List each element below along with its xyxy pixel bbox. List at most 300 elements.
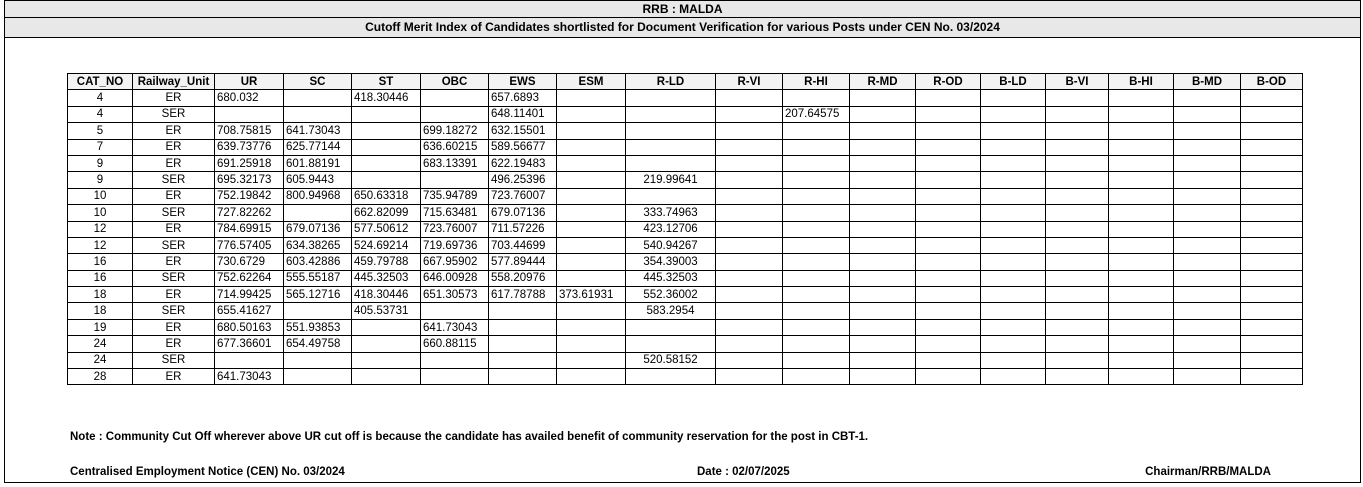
table-cell bbox=[1046, 123, 1109, 139]
table-row bbox=[68, 237, 1303, 253]
table-cell bbox=[716, 155, 783, 171]
table-cell: 418.30446 bbox=[352, 287, 421, 303]
table-cell bbox=[981, 205, 1046, 221]
table-cell: ER bbox=[133, 123, 215, 139]
table-cell bbox=[1109, 336, 1174, 352]
table-cell bbox=[557, 188, 626, 204]
column-header: Railway_Unit bbox=[133, 74, 215, 90]
table-row bbox=[68, 287, 1303, 303]
table-cell bbox=[1046, 270, 1109, 286]
table-cell bbox=[981, 319, 1046, 335]
table-cell bbox=[1241, 303, 1303, 319]
table-cell bbox=[716, 319, 783, 335]
table-cell bbox=[1174, 336, 1241, 352]
table-cell bbox=[557, 254, 626, 270]
column-header: B-VI bbox=[1046, 74, 1109, 90]
table-cell: 723.76007 bbox=[489, 188, 557, 204]
table-cell bbox=[1046, 237, 1109, 253]
table-row bbox=[68, 352, 1303, 368]
table-cell: 646.00928 bbox=[421, 270, 489, 286]
table-cell: SER bbox=[133, 106, 215, 122]
table-cell bbox=[1046, 221, 1109, 237]
table-cell: 695.32173 bbox=[215, 172, 284, 188]
table-cell bbox=[783, 188, 850, 204]
table-cell: 418.30446 bbox=[352, 90, 421, 106]
table-cell bbox=[716, 254, 783, 270]
table-cell: 703.44699 bbox=[489, 237, 557, 253]
table-cell bbox=[981, 155, 1046, 171]
table-cell: 654.49758 bbox=[284, 336, 352, 352]
table-cell bbox=[981, 254, 1046, 270]
table-cell bbox=[916, 254, 981, 270]
column-header: R-HI bbox=[783, 74, 850, 90]
table-cell: 641.73043 bbox=[284, 123, 352, 139]
table-cell: 617.78788 bbox=[489, 287, 557, 303]
column-header: R-OD bbox=[916, 74, 981, 90]
table-cell bbox=[1046, 254, 1109, 270]
table-cell bbox=[850, 369, 916, 385]
table-cell bbox=[1109, 287, 1174, 303]
table-cell: 677.36601 bbox=[215, 336, 284, 352]
table-cell bbox=[916, 172, 981, 188]
table-cell: SER bbox=[133, 352, 215, 368]
table-cell: 16 bbox=[68, 270, 133, 286]
table-cell: 711.57226 bbox=[489, 221, 557, 237]
table-cell: 589.56677 bbox=[489, 139, 557, 155]
table-cell bbox=[981, 188, 1046, 204]
table-cell bbox=[716, 303, 783, 319]
column-header: B-OD bbox=[1241, 74, 1303, 90]
table-cell bbox=[1241, 106, 1303, 122]
table-cell bbox=[1109, 254, 1174, 270]
table-cell bbox=[626, 90, 716, 106]
table-row bbox=[68, 188, 1303, 204]
table-cell: 655.41627 bbox=[215, 303, 284, 319]
table-cell bbox=[916, 319, 981, 335]
table-cell bbox=[489, 352, 557, 368]
table-cell: 524.69214 bbox=[352, 237, 421, 253]
table-cell bbox=[557, 336, 626, 352]
table-cell bbox=[916, 270, 981, 286]
table-cell bbox=[1109, 369, 1174, 385]
table-cell bbox=[489, 369, 557, 385]
table-cell bbox=[1046, 90, 1109, 106]
table-cell: 752.19842 bbox=[215, 188, 284, 204]
table-cell: 354.39003 bbox=[626, 254, 716, 270]
column-header: UR bbox=[215, 74, 284, 90]
table-cell: 565.12716 bbox=[284, 287, 352, 303]
table-cell: 28 bbox=[68, 369, 133, 385]
table-cell bbox=[352, 319, 421, 335]
table-cell: 683.13391 bbox=[421, 155, 489, 171]
table-cell: 735.94789 bbox=[421, 188, 489, 204]
table-cell bbox=[1174, 139, 1241, 155]
table-cell bbox=[783, 319, 850, 335]
table-cell: 667.95902 bbox=[421, 254, 489, 270]
table-cell bbox=[916, 90, 981, 106]
table-cell bbox=[1241, 369, 1303, 385]
table-cell bbox=[284, 303, 352, 319]
table-cell bbox=[716, 172, 783, 188]
table-cell bbox=[916, 139, 981, 155]
table-cell: 601.88191 bbox=[284, 155, 352, 171]
table-cell bbox=[557, 172, 626, 188]
column-header: R-LD bbox=[626, 74, 716, 90]
table-cell: 699.18272 bbox=[421, 123, 489, 139]
table-cell bbox=[626, 106, 716, 122]
table-cell bbox=[850, 106, 916, 122]
table-cell bbox=[1046, 106, 1109, 122]
table-cell bbox=[557, 123, 626, 139]
table-cell bbox=[1174, 106, 1241, 122]
table-row bbox=[68, 139, 1303, 155]
table-cell bbox=[1109, 205, 1174, 221]
table-header-row bbox=[68, 74, 1303, 90]
table-cell bbox=[850, 155, 916, 171]
table-cell: 727.82262 bbox=[215, 205, 284, 221]
table-cell bbox=[1109, 123, 1174, 139]
table-cell bbox=[716, 270, 783, 286]
table-cell bbox=[916, 155, 981, 171]
table-cell bbox=[1109, 319, 1174, 335]
table-cell: 12 bbox=[68, 221, 133, 237]
column-header: SC bbox=[284, 74, 352, 90]
table-cell: 662.82099 bbox=[352, 205, 421, 221]
table-cell bbox=[981, 123, 1046, 139]
table-cell: 680.50163 bbox=[215, 319, 284, 335]
column-header: ESM bbox=[557, 74, 626, 90]
column-header: B-LD bbox=[981, 74, 1046, 90]
table-cell: 723.76007 bbox=[421, 221, 489, 237]
table-cell: ER bbox=[133, 155, 215, 171]
table-cell: ER bbox=[133, 188, 215, 204]
table-cell bbox=[916, 352, 981, 368]
table-cell bbox=[352, 155, 421, 171]
table-cell bbox=[421, 106, 489, 122]
table-cell: ER bbox=[133, 287, 215, 303]
table-cell bbox=[1046, 139, 1109, 155]
table-cell: 423.12706 bbox=[626, 221, 716, 237]
table-cell bbox=[421, 303, 489, 319]
table-cell bbox=[916, 221, 981, 237]
column-header: B-MD bbox=[1174, 74, 1241, 90]
table-cell: 708.75815 bbox=[215, 123, 284, 139]
table-cell bbox=[215, 106, 284, 122]
table-cell bbox=[981, 352, 1046, 368]
table-cell bbox=[783, 254, 850, 270]
table-cell bbox=[1109, 352, 1174, 368]
table-cell bbox=[783, 205, 850, 221]
table-cell: 625.77144 bbox=[284, 139, 352, 155]
table-cell bbox=[1241, 336, 1303, 352]
table-row bbox=[68, 369, 1303, 385]
table-cell bbox=[981, 336, 1046, 352]
table-cell bbox=[626, 369, 716, 385]
table-cell bbox=[1174, 369, 1241, 385]
table-cell: 603.42886 bbox=[284, 254, 352, 270]
table-cell bbox=[1109, 155, 1174, 171]
table-cell bbox=[850, 237, 916, 253]
table-cell bbox=[352, 106, 421, 122]
table-cell bbox=[557, 352, 626, 368]
table-cell bbox=[284, 106, 352, 122]
table-cell bbox=[716, 90, 783, 106]
table-cell: 496.25396 bbox=[489, 172, 557, 188]
table-cell: 784.69915 bbox=[215, 221, 284, 237]
table-cell bbox=[850, 352, 916, 368]
table-cell bbox=[626, 123, 716, 139]
table-row bbox=[68, 90, 1303, 106]
table-cell: 657.6893 bbox=[489, 90, 557, 106]
table-cell: 551.93853 bbox=[284, 319, 352, 335]
table-cell bbox=[850, 188, 916, 204]
table-cell bbox=[783, 336, 850, 352]
table-cell bbox=[1046, 188, 1109, 204]
table-cell: 520.58152 bbox=[626, 352, 716, 368]
table-cell bbox=[1109, 90, 1174, 106]
table-cell: 679.07136 bbox=[489, 205, 557, 221]
table-cell bbox=[1241, 155, 1303, 171]
table-cell: 10 bbox=[68, 205, 133, 221]
table-row bbox=[68, 205, 1303, 221]
cutoff-table bbox=[67, 73, 1303, 385]
table-cell bbox=[916, 336, 981, 352]
table-cell bbox=[1174, 205, 1241, 221]
table-cell: 9 bbox=[68, 172, 133, 188]
note-text: Note : Community Cut Off wherever above UR cut off is because the candidate has availed benefit of community reservation for the post in CBT-1. bbox=[70, 431, 869, 443]
table-cell: 691.25918 bbox=[215, 155, 284, 171]
table-cell: ER bbox=[133, 139, 215, 155]
table-cell: ER bbox=[133, 90, 215, 106]
table-cell bbox=[489, 319, 557, 335]
table-cell: 4 bbox=[68, 90, 133, 106]
table-cell bbox=[716, 106, 783, 122]
column-header: OBC bbox=[421, 74, 489, 90]
table-cell bbox=[1241, 254, 1303, 270]
table-cell bbox=[1174, 237, 1241, 253]
table-cell bbox=[1109, 188, 1174, 204]
table-cell bbox=[783, 287, 850, 303]
table-cell bbox=[1241, 221, 1303, 237]
table-cell bbox=[557, 221, 626, 237]
table-cell bbox=[352, 172, 421, 188]
table-cell bbox=[783, 303, 850, 319]
table-cell bbox=[1046, 287, 1109, 303]
table-cell bbox=[626, 319, 716, 335]
table-cell bbox=[916, 287, 981, 303]
table-cell bbox=[850, 270, 916, 286]
table-cell bbox=[783, 90, 850, 106]
table-cell bbox=[352, 352, 421, 368]
table-cell: 776.57405 bbox=[215, 237, 284, 253]
table-cell: 333.74963 bbox=[626, 205, 716, 221]
table-cell bbox=[783, 123, 850, 139]
table-cell: ER bbox=[133, 336, 215, 352]
table-cell bbox=[1109, 270, 1174, 286]
table-cell bbox=[1174, 287, 1241, 303]
table-cell: 4 bbox=[68, 106, 133, 122]
table-cell bbox=[1174, 123, 1241, 139]
table-cell bbox=[783, 352, 850, 368]
table-cell bbox=[1241, 90, 1303, 106]
table-cell: 636.60215 bbox=[421, 139, 489, 155]
table-cell bbox=[783, 221, 850, 237]
table-cell bbox=[1174, 221, 1241, 237]
table-cell: 752.62264 bbox=[215, 270, 284, 286]
table-row bbox=[68, 254, 1303, 270]
table-cell bbox=[1241, 172, 1303, 188]
table-cell bbox=[716, 369, 783, 385]
table-cell: 24 bbox=[68, 352, 133, 368]
table-row bbox=[68, 319, 1303, 335]
table-row bbox=[68, 172, 1303, 188]
table-cell bbox=[1174, 303, 1241, 319]
table-cell bbox=[783, 270, 850, 286]
table-cell bbox=[783, 237, 850, 253]
table-cell bbox=[215, 352, 284, 368]
table-cell bbox=[783, 369, 850, 385]
table-cell bbox=[1174, 172, 1241, 188]
table-cell: 10 bbox=[68, 188, 133, 204]
table-cell: 680.032 bbox=[215, 90, 284, 106]
table-cell bbox=[284, 352, 352, 368]
table-cell: 577.50612 bbox=[352, 221, 421, 237]
table-cell bbox=[626, 188, 716, 204]
table-cell bbox=[352, 336, 421, 352]
table-cell bbox=[1174, 254, 1241, 270]
table-cell bbox=[916, 188, 981, 204]
table-cell bbox=[1174, 270, 1241, 286]
table-cell: 5 bbox=[68, 123, 133, 139]
table-cell: 641.73043 bbox=[421, 319, 489, 335]
table-cell bbox=[981, 287, 1046, 303]
table-cell bbox=[284, 90, 352, 106]
table-cell bbox=[783, 155, 850, 171]
table-cell: SER bbox=[133, 270, 215, 286]
signatory-footer: Chairman/RRB/MALDA bbox=[1145, 466, 1271, 478]
table-cell bbox=[1109, 303, 1174, 319]
table-cell bbox=[1241, 270, 1303, 286]
table-row bbox=[68, 106, 1303, 122]
table-cell: 555.55187 bbox=[284, 270, 352, 286]
column-header: R-VI bbox=[716, 74, 783, 90]
table-row bbox=[68, 336, 1303, 352]
table-row bbox=[68, 155, 1303, 171]
table-cell bbox=[1174, 155, 1241, 171]
table-cell: 660.88115 bbox=[421, 336, 489, 352]
table-cell: 16 bbox=[68, 254, 133, 270]
table-cell bbox=[489, 303, 557, 319]
table-cell bbox=[916, 106, 981, 122]
table-cell: 583.2954 bbox=[626, 303, 716, 319]
table-cell: 730.6729 bbox=[215, 254, 284, 270]
table-cell bbox=[557, 139, 626, 155]
table-cell bbox=[981, 90, 1046, 106]
table-cell: 632.15501 bbox=[489, 123, 557, 139]
table-cell: SER bbox=[133, 172, 215, 188]
table-cell bbox=[557, 237, 626, 253]
table-cell bbox=[850, 172, 916, 188]
table-cell: SER bbox=[133, 205, 215, 221]
table-cell bbox=[850, 221, 916, 237]
table-cell bbox=[981, 270, 1046, 286]
table-cell: 714.99425 bbox=[215, 287, 284, 303]
table-cell: ER bbox=[133, 319, 215, 335]
table-cell: 577.89444 bbox=[489, 254, 557, 270]
table-cell bbox=[850, 319, 916, 335]
table-cell bbox=[716, 188, 783, 204]
table-row bbox=[68, 221, 1303, 237]
table-cell bbox=[1046, 319, 1109, 335]
table-cell bbox=[1174, 319, 1241, 335]
table-cell: 715.63481 bbox=[421, 205, 489, 221]
table-cell: ER bbox=[133, 221, 215, 237]
table-cell: 445.32503 bbox=[352, 270, 421, 286]
table-cell bbox=[1109, 139, 1174, 155]
table-cell: 800.94968 bbox=[284, 188, 352, 204]
table-cell bbox=[981, 237, 1046, 253]
table-cell bbox=[716, 205, 783, 221]
table-cell: 12 bbox=[68, 237, 133, 253]
table-cell bbox=[626, 336, 716, 352]
table-cell: 634.38265 bbox=[284, 237, 352, 253]
table-cell bbox=[557, 303, 626, 319]
table-cell bbox=[783, 139, 850, 155]
table-cell bbox=[716, 352, 783, 368]
table-cell: 18 bbox=[68, 303, 133, 319]
table-row bbox=[68, 270, 1303, 286]
table-cell bbox=[916, 303, 981, 319]
table-cell bbox=[1174, 90, 1241, 106]
table-cell: 405.53731 bbox=[352, 303, 421, 319]
table-cell: 605.9443 bbox=[284, 172, 352, 188]
table-cell: 219.99641 bbox=[626, 172, 716, 188]
table-cell bbox=[421, 369, 489, 385]
table-cell bbox=[850, 336, 916, 352]
table-cell bbox=[1174, 352, 1241, 368]
table-cell bbox=[352, 123, 421, 139]
table-cell bbox=[1241, 139, 1303, 155]
table-cell bbox=[1109, 237, 1174, 253]
table-cell: 373.61931 bbox=[557, 287, 626, 303]
table-cell bbox=[716, 336, 783, 352]
table-row bbox=[68, 303, 1303, 319]
table-cell bbox=[1046, 303, 1109, 319]
table-cell bbox=[1046, 205, 1109, 221]
table-cell bbox=[421, 352, 489, 368]
table-cell bbox=[850, 205, 916, 221]
table-cell bbox=[557, 155, 626, 171]
table-cell bbox=[981, 303, 1046, 319]
table-cell bbox=[1241, 352, 1303, 368]
table-cell bbox=[850, 139, 916, 155]
table-cell: 18 bbox=[68, 287, 133, 303]
table-cell bbox=[1046, 336, 1109, 352]
table-cell bbox=[1109, 106, 1174, 122]
table-cell bbox=[981, 369, 1046, 385]
table-cell bbox=[1109, 221, 1174, 237]
table-cell: 7 bbox=[68, 139, 133, 155]
table-cell: 641.73043 bbox=[215, 369, 284, 385]
column-header: ST bbox=[352, 74, 421, 90]
table-cell bbox=[850, 287, 916, 303]
column-header: EWS bbox=[489, 74, 557, 90]
table-cell bbox=[1109, 172, 1174, 188]
table-cell bbox=[1241, 237, 1303, 253]
date-footer: Date : 02/07/2025 bbox=[697, 466, 790, 478]
table-cell: SER bbox=[133, 303, 215, 319]
table-cell bbox=[557, 319, 626, 335]
